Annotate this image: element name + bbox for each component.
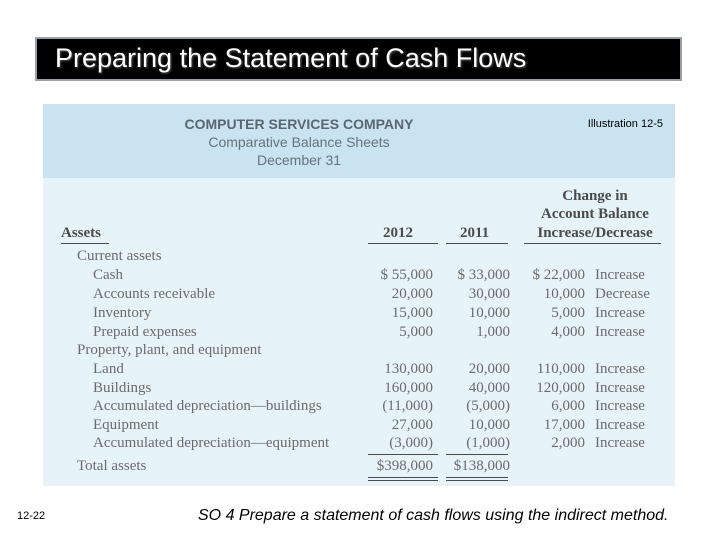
value-2011: (1,000) [466, 435, 510, 451]
row-label: Accounts receivable [93, 286, 216, 302]
value-2011: 40,000 [468, 380, 510, 396]
value-2012: 5,000 [399, 324, 433, 340]
row-label: Equipment [93, 417, 159, 433]
value-2011: $138,000 [453, 458, 510, 474]
row-label: Accumulated depreciation—equipment [93, 435, 330, 451]
change-header-line2: Account Balance [541, 206, 649, 222]
value-2012: (11,000) [382, 398, 433, 414]
change-value: 10,000 [543, 286, 585, 302]
change-underline [524, 243, 661, 244]
value-2011: $ 33,000 [457, 267, 510, 283]
value-2011: 10,000 [468, 417, 510, 433]
total-double-underline-2011-a [446, 477, 508, 478]
subtotal-underline-2011 [446, 454, 508, 455]
change-value: 5,000 [551, 305, 585, 321]
y2012-underline [368, 243, 438, 244]
change-value: 17,000 [543, 417, 585, 433]
change-value: $ 22,000 [532, 267, 585, 283]
change-value: 4,000 [551, 324, 585, 340]
total-double-underline-2011-b [446, 480, 508, 481]
value-2012: 160,000 [384, 380, 433, 396]
change-direction: Increase [595, 380, 645, 396]
change-direction: Increase [595, 361, 645, 377]
change-header-line3: Increase/Decrease [537, 225, 653, 241]
change-direction: Increase [595, 417, 645, 433]
value-2012: (3,000) [389, 435, 433, 451]
table-row [43, 324, 675, 343]
change-direction: Increase [595, 324, 645, 340]
total-double-underline-2012-a [368, 477, 438, 478]
row-label: Cash [93, 267, 123, 283]
value-2011: (5,000) [466, 398, 510, 414]
value-2011: 10,000 [468, 305, 510, 321]
table-row [43, 248, 675, 267]
change-direction: Increase [595, 435, 645, 451]
value-2011: 20,000 [468, 361, 510, 377]
total-double-underline-2012-b [368, 480, 438, 481]
subtotal-underline-2012 [368, 454, 438, 455]
change-header-line1: Change in [562, 188, 628, 204]
change-direction: Increase [595, 305, 645, 321]
table-row [43, 435, 675, 454]
assets-underline [61, 243, 109, 244]
change-value: 2,000 [551, 435, 585, 451]
table-row [43, 267, 675, 286]
value-2012: 15,000 [391, 305, 433, 321]
value-2012: 130,000 [384, 361, 433, 377]
change-value: 120,000 [536, 380, 585, 396]
illustration-label: Illustration 12-5 [587, 118, 663, 130]
y2011-underline [446, 243, 508, 244]
year-2012-header: 2012 [383, 225, 413, 241]
change-direction: Increase [595, 267, 645, 283]
row-label: Buildings [93, 380, 152, 396]
change-value: 110,000 [536, 361, 585, 377]
year-2011-header: 2011 [460, 225, 490, 241]
row-label: Land [93, 361, 124, 377]
row-label: Inventory [93, 305, 152, 321]
company-name: COMPUTER SERVICES COMPANY [184, 116, 414, 132]
value-2012: 20,000 [391, 286, 433, 302]
balance-sheet [43, 104, 675, 486]
change-value: 6,000 [551, 398, 585, 414]
value-2012: $ 55,000 [380, 267, 433, 283]
statement-subtitle: Comparative Balance Sheets [208, 134, 390, 150]
table-row [43, 398, 675, 417]
row-label: Total assets [77, 458, 147, 474]
row-label: Prepaid expenses [93, 324, 197, 340]
value-2012: 27,000 [391, 417, 433, 433]
value-2011: 30,000 [468, 286, 510, 302]
change-direction: Increase [595, 398, 645, 414]
table-row [43, 458, 675, 477]
table-row [43, 380, 675, 399]
table-row [43, 286, 675, 305]
table-row [43, 305, 675, 324]
table-row [43, 417, 675, 436]
value-2011: 1,000 [476, 324, 510, 340]
assets-header: Assets [61, 225, 101, 241]
learning-objective: SO 4 Prepare a statement of cash flows using the indirect method. [198, 507, 669, 524]
value-2012: $398,000 [376, 458, 433, 474]
slide-title: Preparing the Statement of Cash Flows [55, 43, 527, 73]
row-label: Current assets [77, 248, 162, 264]
row-label: Property, plant, and equipment [77, 342, 262, 358]
table-row [43, 342, 675, 361]
title-bar [35, 37, 682, 81]
balance-sheet-header [43, 104, 675, 178]
row-label: Accumulated depreciation—buildings [93, 398, 322, 414]
table-row [43, 361, 675, 380]
statement-date: December 31 [256, 152, 342, 168]
change-direction: Decrease [595, 286, 650, 302]
slide-number: 12-22 [17, 510, 46, 522]
